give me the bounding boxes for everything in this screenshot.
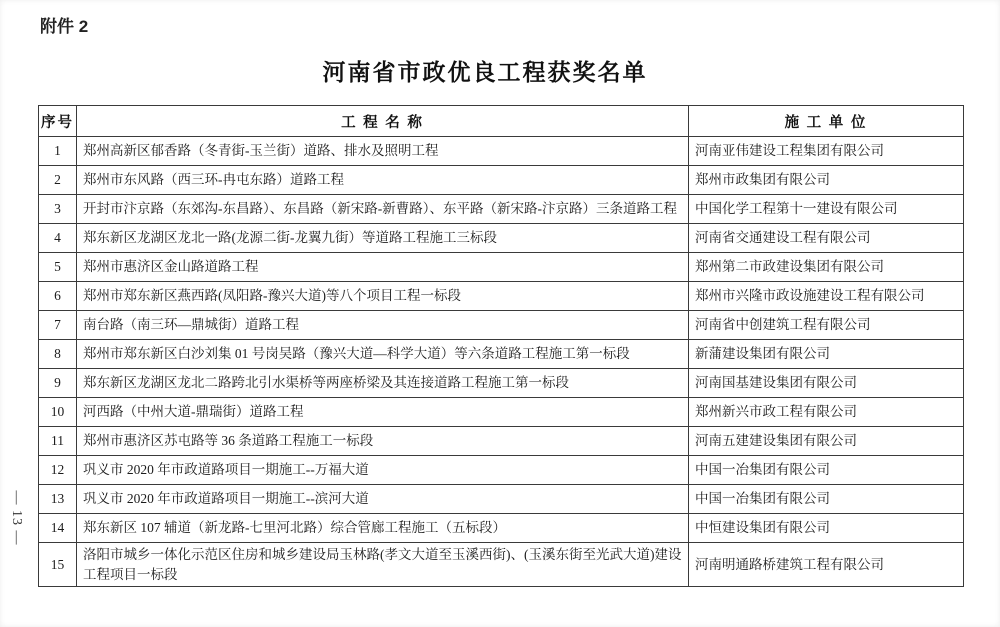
row-construction-unit: 河南亚伟建设工程集团有限公司 (689, 137, 964, 166)
attachment-label: 附件 2 (40, 17, 89, 36)
table-row (39, 398, 964, 427)
row-construction-unit: 中恒建设集团有限公司 (689, 514, 964, 543)
header-serial-number: 序号 (39, 106, 77, 137)
table-row (39, 253, 964, 282)
row-serial-number: 3 (39, 195, 77, 224)
row-project-name: 郑东新区龙湖区龙北一路(龙源二街-龙翼九街）等道路工程施工三标段 (77, 224, 689, 253)
row-serial-number: 15 (39, 543, 77, 587)
table-row (39, 282, 964, 311)
row-serial-number: 1 (39, 137, 77, 166)
row-construction-unit: 中国化学工程第十一建设有限公司 (689, 195, 964, 224)
table-row (39, 195, 964, 224)
table-row (39, 369, 964, 398)
table-row (39, 224, 964, 253)
row-construction-unit: 郑州市兴隆市政设施建设工程有限公司 (689, 282, 964, 311)
row-project-name: 南台路（南三环—鼎城街）道路工程 (77, 311, 689, 340)
table-row (39, 311, 964, 340)
row-project-name: 郑州市惠济区金山路道路工程 (77, 253, 689, 282)
row-serial-number: 7 (39, 311, 77, 340)
row-serial-number: 14 (39, 514, 77, 543)
table-row (39, 456, 964, 485)
row-project-name: 郑州市郑东新区燕西路(凤阳路-豫兴大道)等八个项目工程一标段 (77, 282, 689, 311)
page-number: — 13 — (9, 490, 24, 546)
row-construction-unit: 郑州新兴市政工程有限公司 (689, 398, 964, 427)
table-row (39, 427, 964, 456)
row-serial-number: 12 (39, 456, 77, 485)
row-serial-number: 6 (39, 282, 77, 311)
table-row (39, 514, 964, 543)
row-project-name: 郑州市惠济区苏屯路等 36 条道路工程施工一标段 (77, 427, 689, 456)
row-serial-number: 9 (39, 369, 77, 398)
row-serial-number: 2 (39, 166, 77, 195)
table-body (39, 137, 964, 587)
row-serial-number: 13 (39, 485, 77, 514)
row-construction-unit: 中国一冶集团有限公司 (689, 456, 964, 485)
page-title: 河南省市政优良工程获奖名单 (322, 59, 648, 85)
row-construction-unit: 中国一冶集团有限公司 (689, 485, 964, 514)
row-construction-unit: 河南五建建设集团有限公司 (689, 427, 964, 456)
row-project-name: 郑东新区 107 辅道（新龙路-七里河北路）综合管廊工程施工（五标段） (77, 514, 689, 543)
row-construction-unit: 河南明通路桥建筑工程有限公司 (689, 543, 964, 587)
row-construction-unit: 郑州第二市政建设集团有限公司 (689, 253, 964, 282)
row-serial-number: 8 (39, 340, 77, 369)
row-serial-number: 4 (39, 224, 77, 253)
table-row (39, 137, 964, 166)
table-header-row (39, 106, 964, 137)
row-project-name: 洛阳市城乡一体化示范区住房和城乡建设局玉林路(孝文大道至玉溪西街)、(玉溪东街至光武大道)建设工程项目一标段 (77, 543, 689, 587)
row-construction-unit: 河南省中创建筑工程有限公司 (689, 311, 964, 340)
table-row (39, 166, 964, 195)
row-project-name: 巩义市 2020 年市政道路项目一期施工--滨河大道 (77, 485, 689, 514)
row-project-name: 郑州高新区郁香路（冬青街-玉兰街）道路、排水及照明工程 (77, 137, 689, 166)
row-construction-unit: 新蒲建设集团有限公司 (689, 340, 964, 369)
header-project-name: 工 程 名 称 (77, 106, 689, 137)
row-project-name: 巩义市 2020 年市政道路项目一期施工--万福大道 (77, 456, 689, 485)
table-row (39, 340, 964, 369)
row-project-name: 郑州市郑东新区白沙刘集 01 号岗吴路（豫兴大道—科学大道）等六条道路工程施工第一标段 (77, 340, 689, 369)
row-project-name: 郑东新区龙湖区龙北二路跨北引水渠桥等两座桥梁及其连接道路工程施工第一标段 (77, 369, 689, 398)
row-project-name: 河西路（中州大道-鼎瑞街）道路工程 (77, 398, 689, 427)
row-project-name: 郑州市东风路（西三环-冉屯东路）道路工程 (77, 166, 689, 195)
row-serial-number: 10 (39, 398, 77, 427)
table-row (39, 485, 964, 514)
row-project-name: 开封市汴京路（东郊沟-东昌路）、东昌路（新宋路-新曹路）、东平路（新宋路-汴京路）三条道路工程 (77, 195, 689, 224)
row-serial-number: 5 (39, 253, 77, 282)
header-construction-unit: 施 工 单 位 (689, 106, 964, 137)
row-construction-unit: 河南国基建设集团有限公司 (689, 369, 964, 398)
table-row (39, 543, 964, 587)
row-construction-unit: 郑州市政集团有限公司 (689, 166, 964, 195)
awards-table (38, 105, 964, 587)
row-serial-number: 11 (39, 427, 77, 456)
row-construction-unit: 河南省交通建设工程有限公司 (689, 224, 964, 253)
